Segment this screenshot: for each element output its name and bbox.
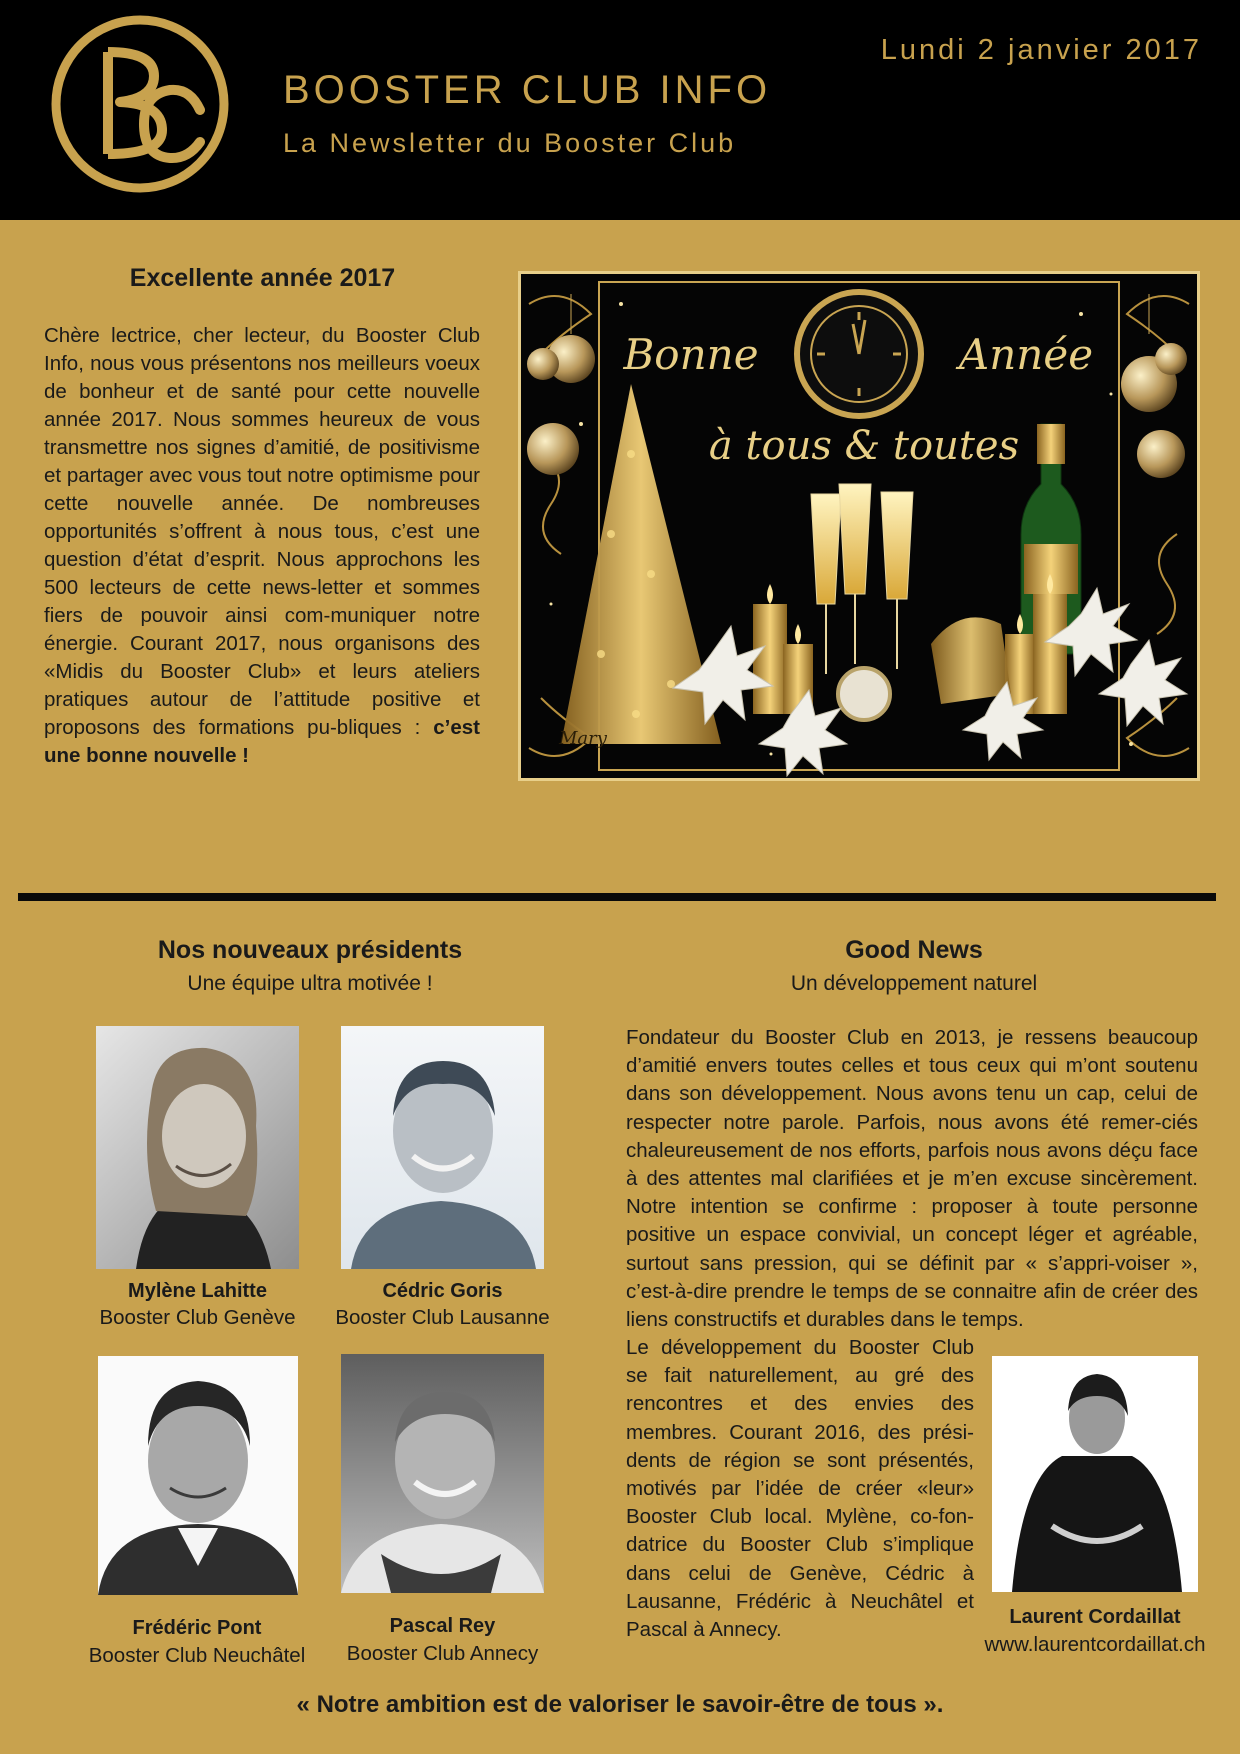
greeting-card-illustration: [521, 274, 1197, 778]
photo-frederic-pont: [98, 1356, 298, 1595]
good-news-paragraph-2: Le développement du Booster Club se fait naturellement, au gré des rencontres et des envies des membres. Courant 2016, des prési-dents de région se sont présentés, motivés par l’idée de créer «leur» Booster Club local. Mylène, co-fon-datrice du Booster Club s’implique dans celui de Genève, Cédric à Lausanne, Frédéric à Neuchâtel et Pascal à Annecy.: [626, 1336, 974, 1642]
person-name: Frédéric Pont: [132, 1617, 262, 1639]
intro-body-bold: c’est une bonne nouvelle !: [44, 716, 480, 767]
author-name: Laurent Cordaillat: [1009, 1606, 1181, 1628]
person-name: Cédric Goris: [382, 1280, 503, 1302]
person-name: Mylène Lahitte: [128, 1280, 267, 1302]
booster-club-logo: [50, 14, 230, 194]
person-name: Pascal Rey: [389, 1615, 496, 1637]
intro-paragraph: [44, 322, 480, 770]
presidents-title: Nos nouveaux présidents: [157, 936, 463, 964]
person-club: Booster Club Annecy: [346, 1642, 539, 1665]
issue-date: Lundi 2 janvier 2017: [880, 34, 1202, 66]
photo-cedric-goris: [341, 1026, 544, 1269]
card-text-annee: Année: [958, 330, 1094, 379]
photo-pascal-rey: [341, 1354, 544, 1593]
card-signature: Mary: [559, 728, 607, 749]
photo-mylene-lahitte: [96, 1026, 299, 1269]
closing-quote: « Notre ambition est de valoriser le savoir-être de tous ».: [296, 1691, 944, 1718]
person-club: Booster Club Neuchâtel: [88, 1644, 306, 1667]
presidents-subtitle: Une équipe ultra motivée !: [187, 972, 433, 995]
photo-laurent-cordaillat: [992, 1356, 1198, 1592]
good-news-subtitle: Un développement naturel: [790, 972, 1038, 995]
header: [0, 0, 1240, 220]
new-year-greeting-card: [518, 271, 1200, 781]
author-website-link[interactable]: www.laurentcordaillat.ch: [984, 1633, 1206, 1656]
good-news-paragraph-1: Fondateur du Booster Club en 2013, je ressens beaucoup d’amitié envers toutes celles et tous ceux qui m’ont soutenu dans son développement. Nous avons tenu un cap, celui de respecter notre parole. Parfois, nous avons été remer-ciés chaleureusement de nos efforts, parfois nous avons déçu face à des attentes mal clarifiées et je m’en excuse sincèrement. Notre intention se confirme : proposer à toute personne positive un espace convivial, un concept léger et agréable, surtout sans pression, qui se définit par « s’appri-voiser », c’est-à-dire prendre le temps de se connaitre afin de créer des liens constructifs et durables dans le temps.: [626, 1026, 1198, 1332]
newsletter-title: BOOSTER CLUB INFO: [283, 68, 772, 112]
card-text-bonne: Bonne: [623, 330, 759, 379]
good-news-title: Good News: [845, 936, 983, 964]
person-club: Booster Club Genève: [99, 1306, 296, 1329]
intro-title: Excellente année 2017: [129, 264, 396, 292]
card-text-a-tous: à tous & toutes: [708, 423, 1020, 469]
section-divider: [18, 893, 1216, 901]
intro-body-text: Chère lectrice, cher lecteur, du Booster Club Info, nous vous présentons nos meilleurs voeux de bonheur et de santé pour cette nouvelle année 2017. Nous sommes heureux de vous transmettre nos signes d’amitié, de positivisme et partager avec vous tout notre optimisme pour cette nouvelle année. De nombreuses opportunités s’offrent à nous tous, c’est une question d’état d’esprit. Nous approchons les 500 lecteurs de cette news-letter et sommes fiers de pouvoir ainsi com-muniquer notre énergie. Courant 2017, nous organisons des «Midis du Booster Club» et leurs ateliers pratiques autour de l’attitude positive et proposons des formations pu-bliques :: [44, 324, 480, 739]
person-club: Booster Club Lausanne: [335, 1306, 550, 1329]
newsletter-subtitle: La Newsletter du Booster Club: [283, 128, 737, 158]
